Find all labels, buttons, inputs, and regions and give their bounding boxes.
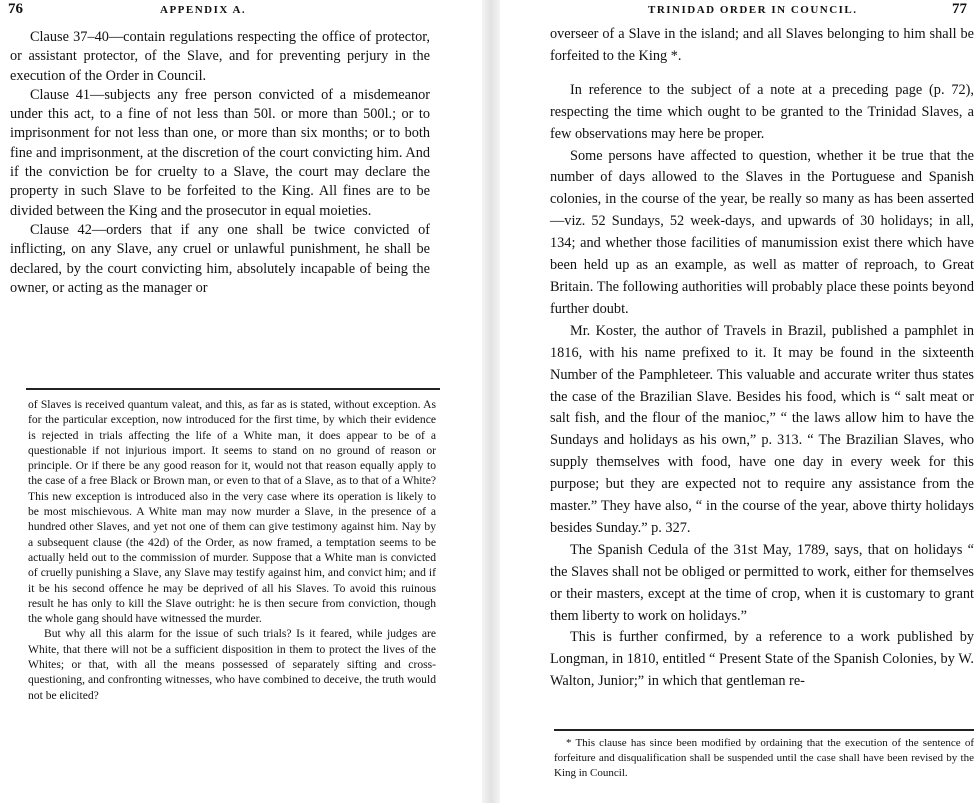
footnote-text: * This clause has since been modified by ordaining that the execution of the sentence of forfeiture and disqualification shall be suspended until the case shall have been revised by the King in Council. [554,737,974,780]
left-note-paragraph: But why all this alarm for the issue of such trials? Is it feared, while judges are White, that there will not be a sufficient disposition in them to protect the lives of the Whites; or that, with all the means possessed of separately sifting and cross-questioning, and confronting witnesses, who have combined to deceive, the truth would not be elicited? [28,627,436,702]
right-running-head: TRINIDAD ORDER IN COUNCIL. [648,4,858,16]
right-body-text [550,24,974,693]
right-paragraph: Some persons have affected to question, whether it be true that the number of days allowed to the Slaves in the Portuguese and Spanish colonies, in the course of the year, be really so many as has been asserted—viz. 52 Sundays, 52 week-days, and upwards of 30 holidays; in all, 134; and whether those facilities of manumission exist there which have been held up as an example, as well as matter of reproach, to Great Britain. The following authorities will probably place these points beyond further doubt. [550,147,974,317]
left-notes [28,397,436,703]
right-continuation: overseer of a Slave in the island; and all Slaves belonging to him shall be forfeited to the King *. [550,26,974,64]
left-page [0,0,482,803]
footnote-rule [26,388,440,390]
right-footnote [554,736,974,782]
footnote-rule [554,729,974,731]
book-gutter [482,0,500,803]
right-paragraph: In reference to the subject of a note at a preceding page (p. 72), respecting the time which ought to be granted to the Trinidad Slaves, a few observations may here be proper. [550,81,974,142]
left-page-number: 76 [8,1,23,17]
left-paragraph: Clause 41—subjects any free person convicted of a misdemeanor under this act, to a fine of not less than 50l. or more than 500l.; or to imprisonment for not less than one, or more than six months; or to both fine and imprisonment, at the discretion of the court convicting him. And if the conviction be for cruelty to a Slave, the court may declare the property in such Slave to be forfeited to the King. All fines are to be divided between the King and the prosecutor in equal moieties. [10,86,430,219]
right-page [500,0,980,803]
left-note-paragraph: of Slaves is received quantum valeat, and this, as far as is stated, without exception. As for the particular exception, now introduced for the first time, by which their evidence is rejected in trials affecting the life of a White man, it does appear to be of a questionable if not injurious import. It seems to stand on no ground of reason or principle. Or if there be any good reason for it, would not that reason equally apply to the case of a free Black or Brown man, or even to that of a Slave, as to that of a White? This new exception is introduced also in the very case where its operation is likely to be most mischievous. A White man may now murder a Slave, in the presence of a hundred other Slaves, and yet not one of them can give testimony against him. Nay by a subsequent clause (the 42d) of the Order, as now framed, a temptation seems to be actually held out to the commission of murder. Suppose that a White man is convicted of cruelly punishing a Slave, any Slave may testify against him, and convict him; and if it be his second offence he may be deprived of all his Slaves. To avoid this ruinous result he has only to kill the Slave outright: he is then secure from conviction, though the whole gang should have witnessed the murder. [28,398,436,626]
left-body-text [10,28,430,298]
right-paragraph: This is further confirmed, by a reference to a work published by Longman, in 1810, entitled “ Present State of the Spanish Colonies, by W. Walton, Junior;” in which that gentleman re- [550,629,974,690]
left-paragraph: Clause 42—orders that if any one shall be twice convicted of inflicting, on any Slave, any cruel or unlawful punishment, he shall be declared, by the court convicting him, absolutely incapable of being the owner, or acting as the manager or [10,221,430,296]
right-paragraph: Mr. Koster, the author of Travels in Brazil, published a pamphlet in 1816, with his name prefixed to it. It may be found in the sixteenth Number of the Pamphleteer. This valuable and accurate writer thus states the case of the Brazilian Slave. Besides his food, which is “ salt meat or salt fish, and the flour of the manioc,” “ the laws allow him to have the Sundays and holidays as his own,” p. 313. “ The Brazilian Slaves, who supply themselves with food, have one day in every week for this purpose; but they are expected not to require any assistance from the master.” They have also, “ in the course of the year, above thirty holidays besides Sunday.” p. 327. [550,322,974,536]
right-page-number: 77 [952,1,967,17]
left-running-head: APPENDIX A. [160,4,247,16]
left-paragraph: Clause 37–40—contain regulations respecting the office of protector, or assistant protector, of the Slave, and for preventing perjury in the execution of the Order in Council. [10,29,430,84]
right-paragraph: The Spanish Cedula of the 31st May, 1789, says, that on holidays “ the Slaves shall not be obliged or permitted to work, either for themselves or their masters, except at the time of crop, when it is customary to grant them liberty to work on holidays.” [550,541,974,624]
